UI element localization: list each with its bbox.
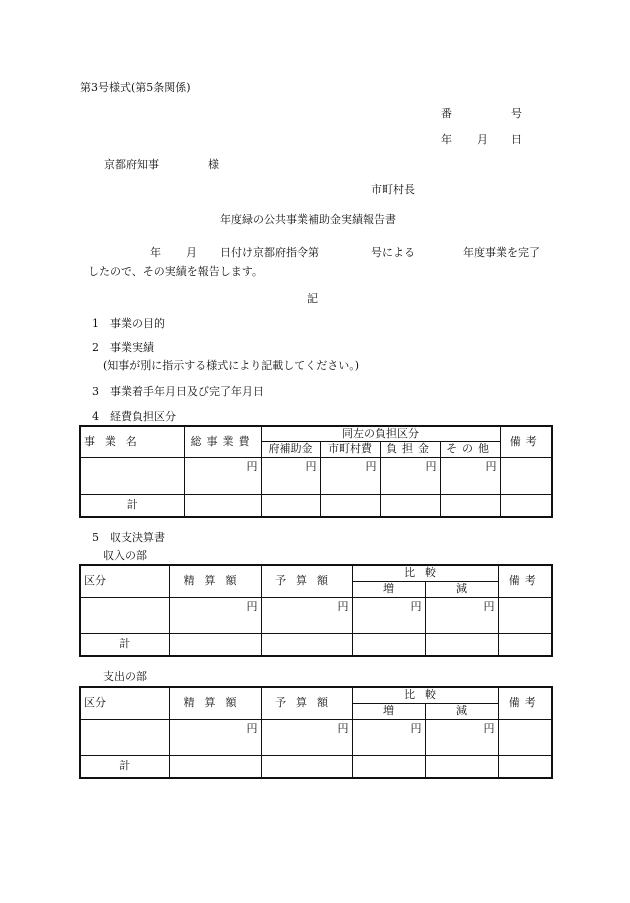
header-futankin: 負担金 — [380, 441, 440, 457]
header-seisangaku: 精算額 — [169, 565, 261, 597]
cell-biko[interactable] — [498, 719, 552, 755]
cell-jigyomei[interactable] — [80, 457, 184, 494]
header-zou: 増 — [352, 581, 425, 597]
total-label: 計 — [80, 494, 184, 517]
addressee-honorific: 様 — [208, 158, 219, 171]
sender: 市町村長 — [371, 183, 415, 196]
cell-total[interactable] — [440, 494, 500, 517]
date-month: 月 — [477, 133, 488, 146]
cell-total[interactable] — [352, 633, 425, 656]
item-5-text: 収支決算書 — [110, 531, 165, 544]
cell-total[interactable] — [498, 755, 552, 778]
cell-total[interactable] — [380, 494, 440, 517]
header-hikaku: 比較 — [352, 687, 498, 703]
cell-total[interactable] — [261, 633, 352, 656]
table-row — [80, 597, 552, 633]
ki-heading: 記 — [307, 292, 318, 305]
item-2-no: 2 — [92, 341, 99, 354]
item-4-text: 経費負担区分 — [110, 410, 176, 423]
ref-number-go: 号 — [511, 107, 522, 120]
cell-unit[interactable]: 円 — [261, 597, 352, 633]
header-kubun: 区分 — [80, 687, 169, 719]
header-shichosonhi: 市町村費 — [320, 441, 380, 457]
cell-total[interactable] — [261, 755, 352, 778]
income-section-label: 収入の部 — [103, 549, 147, 562]
item-2-note: (知事が別に指示する様式により記載してください。) — [103, 359, 360, 372]
header-hikaku: 比較 — [352, 565, 498, 581]
cell-unit[interactable]: 円 — [169, 719, 261, 755]
header-kubun: 区分 — [80, 565, 169, 597]
header-burden-group: 同左の負担区分 — [261, 426, 500, 441]
table-total-row — [80, 633, 552, 656]
total-label: 計 — [80, 755, 169, 778]
header-yosangaku: 予算額 — [261, 687, 352, 719]
cell-biko[interactable] — [498, 597, 552, 633]
cell-unit[interactable]: 円 — [380, 457, 440, 494]
cell-unit[interactable]: 円 — [169, 597, 261, 633]
income-table — [79, 564, 553, 657]
header-biko: 備考 — [498, 565, 552, 597]
table-row — [80, 719, 552, 755]
cell-total[interactable] — [500, 494, 552, 517]
date-day: 日 — [511, 133, 522, 146]
cell-total[interactable] — [261, 494, 320, 517]
cell-total[interactable] — [169, 633, 261, 656]
cell-unit[interactable]: 円 — [261, 457, 320, 494]
item-3-no: 3 — [92, 385, 99, 398]
table-total-row — [80, 494, 552, 517]
body-month: 月 — [186, 246, 197, 259]
header-sonota: その他 — [440, 441, 500, 457]
form-id: 第3号様式(第5条関係) — [80, 81, 191, 94]
cell-unit[interactable]: 円 — [320, 457, 380, 494]
header-soujigyohi: 総事業費 — [184, 426, 261, 457]
cell-total[interactable] — [169, 755, 261, 778]
date-year: 年 — [441, 133, 452, 146]
table-row — [80, 457, 552, 494]
cell-unit[interactable]: 円 — [425, 719, 498, 755]
document-title: 年度緑の公共事業補助金実績報告書 — [220, 213, 396, 226]
item-1-no: 1 — [92, 317, 99, 330]
cell-total[interactable] — [320, 494, 380, 517]
item-5-no: 5 — [92, 531, 99, 544]
body-number: 号による — [371, 246, 415, 259]
cell-total[interactable] — [352, 755, 425, 778]
cell-unit[interactable]: 円 — [352, 597, 425, 633]
item-3-text: 事業着手年月日及び完了年月日 — [110, 385, 264, 398]
expense-table — [79, 686, 553, 779]
table-total-row — [80, 755, 552, 778]
cell-kubun[interactable] — [80, 597, 169, 633]
cell-unit[interactable]: 円 — [352, 719, 425, 755]
body-year: 年 — [150, 246, 161, 259]
cell-total[interactable] — [425, 633, 498, 656]
body-directive: 日付け京都府指令第 — [220, 246, 319, 259]
header-zou: 増 — [352, 703, 425, 719]
item-1-text: 事業の目的 — [110, 317, 165, 330]
header-fuhojokin: 府補助金 — [261, 441, 320, 457]
total-label: 計 — [80, 633, 169, 656]
header-yosangaku: 予算額 — [261, 565, 352, 597]
body-line2: したので、その実績を報告します。 — [88, 265, 263, 278]
item-2-text: 事業実績 — [110, 341, 154, 354]
cell-kubun[interactable] — [80, 719, 169, 755]
ref-number-ban: 番 — [441, 107, 452, 120]
expense-section-label: 支出の部 — [103, 670, 147, 683]
cell-biko[interactable] — [500, 457, 552, 494]
cell-total[interactable] — [184, 494, 261, 517]
header-gen: 減 — [425, 703, 498, 719]
cell-unit[interactable]: 円 — [440, 457, 500, 494]
cost-share-table — [79, 425, 553, 518]
item-4-no: 4 — [92, 410, 99, 423]
cell-total[interactable] — [498, 633, 552, 656]
cell-total[interactable] — [425, 755, 498, 778]
header-seisangaku: 精算額 — [169, 687, 261, 719]
header-biko: 備考 — [500, 426, 552, 457]
addressee-name: 京都府知事 — [104, 158, 159, 171]
header-jigyomei: 事業名 — [80, 426, 184, 457]
body-fiscal-year: 年度事業を完了 — [463, 246, 540, 259]
header-biko: 備考 — [498, 687, 552, 719]
cell-unit[interactable]: 円 — [261, 719, 352, 755]
header-gen: 減 — [425, 581, 498, 597]
cell-unit[interactable]: 円 — [425, 597, 498, 633]
cell-unit[interactable]: 円 — [184, 457, 261, 494]
